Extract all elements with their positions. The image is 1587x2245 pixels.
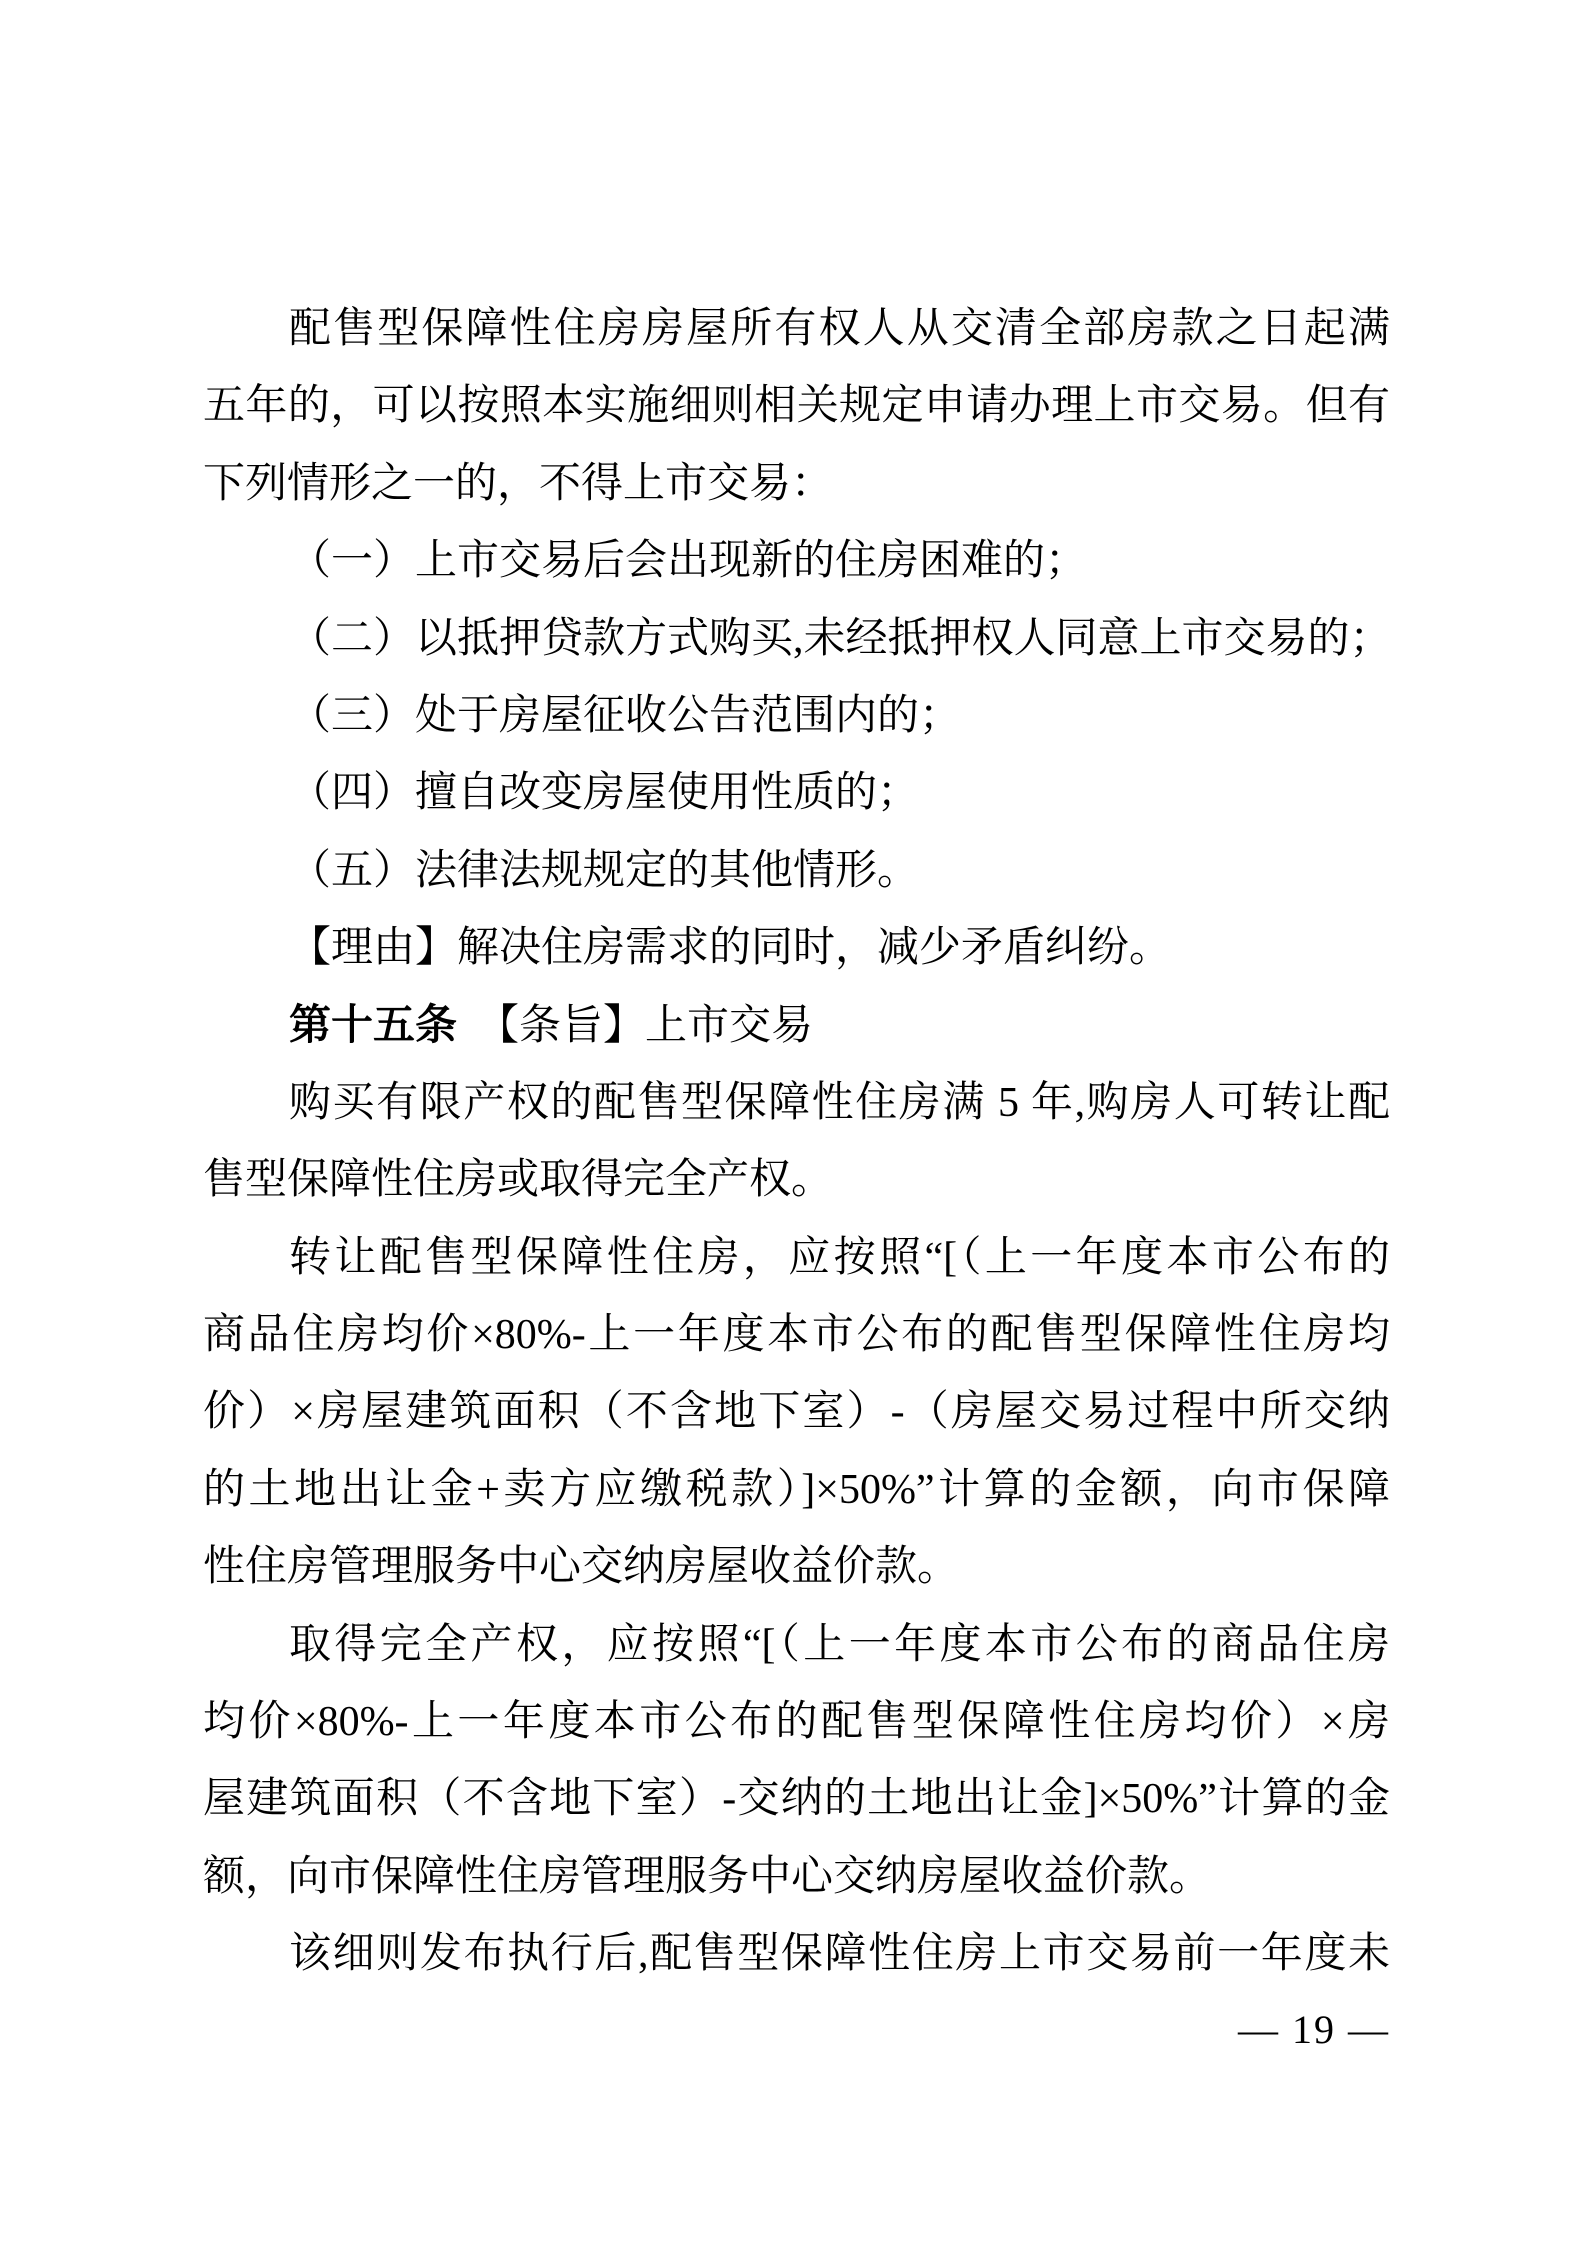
body-text bbox=[203, 291, 1390, 1994]
page-number: — 19 — bbox=[1238, 2007, 1390, 2052]
text-line: 均价×80%-上一年度本市公布的配售型保障性住房均价）×房 bbox=[203, 1699, 1390, 1746]
list-item-1: （一）上市交易后会出现新的住房困难的； bbox=[289, 538, 1088, 585]
text-line: 五年的，可以按照本实施细则相关规定申请办理上市交易。但有 bbox=[203, 383, 1390, 430]
list-item-2: （二）以抵押贷款方式购买,未经抵押权人同意上市交易的； bbox=[289, 615, 1392, 662]
article-heading bbox=[203, 988, 1390, 1065]
list-item-4: （四）擅自改变房屋使用性质的； bbox=[289, 770, 920, 817]
text-line: 下列情形之一的，不得上市交易： bbox=[203, 460, 834, 507]
text-line: 的土地出让金+卖方应缴税款）]×50%”计算的金额，向市保障 bbox=[203, 1466, 1390, 1513]
text-line: 价）×房屋建筑面积（不含地下室）-（房屋交易过程中所交纳 bbox=[203, 1389, 1390, 1436]
text-line: 购买有限产权的配售型保障性住房满 5 年,购房人可转让配 bbox=[289, 1079, 1390, 1126]
list-item-3: （三）处于房屋征收公告范围内的； bbox=[289, 692, 962, 739]
article-number: 第十五条 bbox=[289, 1002, 458, 1049]
text-line: 商品住房均价×80%-上一年度本市公布的配售型保障性住房均 bbox=[203, 1312, 1390, 1359]
text-line: 售型保障性住房或取得完全产权。 bbox=[203, 1157, 834, 1204]
article-title: 【条旨】上市交易 bbox=[477, 1002, 814, 1049]
reason-line: 【理由】解决住房需求的同时，减少矛盾纠纷。 bbox=[289, 925, 1172, 972]
text-line: 配售型保障性住房房屋所有权人从交清全部房款之日起满 bbox=[289, 306, 1390, 352]
text-line: 屋建筑面积（不含地下室）-交纳的土地出让金]×50%”计算的金 bbox=[203, 1776, 1390, 1823]
text-line: 该细则发布执行后,配售型保障性住房上市交易前一年度未 bbox=[289, 1931, 1390, 1978]
list-item-5: （五）法律法规规定的其他情形。 bbox=[289, 847, 920, 894]
text-line: 性住房管理服务中心交纳房屋收益价款。 bbox=[203, 1544, 960, 1591]
text-line: 额，向市保障性住房管理服务中心交纳房屋收益价款。 bbox=[203, 1853, 1212, 1900]
text-line: 取得完全产权，应按照“[（上一年度本市公布的商品住房 bbox=[289, 1621, 1390, 1668]
text-line: 转让配售型保障性住房，应按照“[（上一年度本市公布的 bbox=[289, 1234, 1390, 1281]
